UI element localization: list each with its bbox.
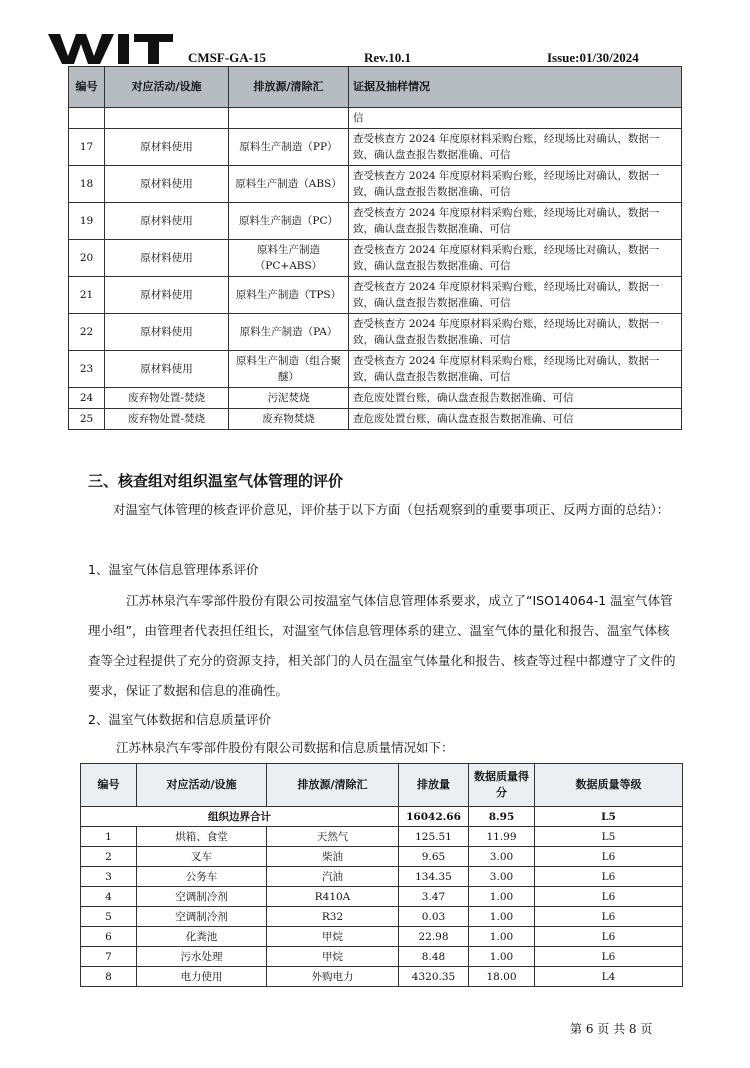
row-evidence: 查危废处置台账，确认盘查报告数据准确、可信 — [349, 409, 682, 430]
col-header-number: 编号 — [81, 764, 137, 807]
row-score: 1.00 — [469, 927, 535, 947]
subsection-title-1: 1、温室气体信息管理体系评价 — [88, 562, 259, 577]
row-number: 25 — [69, 409, 105, 430]
row-activity: 废弃物处置-焚烧 — [105, 388, 229, 409]
company-logo — [48, 30, 173, 64]
subsection-title-2: 2、温室气体数据和信息质量评价 — [88, 712, 271, 727]
table-row — [81, 887, 683, 907]
table-row — [69, 277, 682, 314]
row-source: 原料生产制造（TPS） — [229, 277, 349, 314]
row-activity: 化粪池 — [137, 927, 267, 947]
row-source: 外购电力 — [267, 967, 399, 987]
row-source: 废弃物焚烧 — [229, 409, 349, 430]
row-activity: 叉车 — [137, 847, 267, 867]
table-row — [81, 867, 683, 887]
table-row — [69, 166, 682, 203]
table-row — [69, 388, 682, 409]
row-evidence: 查受核查方 2024 年度原材料采购台账，经现场比对确认，数据一致，确认盘查报告数据准确、可信 — [349, 277, 682, 314]
row-emission: 0.03 — [399, 907, 469, 927]
row-number: 8 — [81, 967, 137, 987]
doc-code: CMSF-GA-15 — [188, 50, 266, 65]
row-number: 3 — [81, 867, 137, 887]
row-level: L6 — [535, 847, 683, 867]
row-level: L6 — [535, 867, 683, 887]
row-activity: 烘箱、食堂 — [137, 827, 267, 847]
table-row — [81, 907, 683, 927]
row-number: 1 — [81, 827, 137, 847]
row-activity: 原材料使用 — [105, 203, 229, 240]
row-source: 原料生产制造（PA） — [229, 314, 349, 351]
row-score: 1.00 — [469, 947, 535, 967]
cell — [69, 108, 105, 129]
page-header — [0, 0, 750, 70]
data-quality-table — [80, 763, 683, 987]
total-emission: 16042.66 — [399, 807, 469, 827]
col-header-source: 排放源/清除汇 — [229, 67, 349, 108]
row-number: 6 — [81, 927, 137, 947]
table-row — [69, 409, 682, 430]
table-row — [69, 108, 682, 129]
total-label: 组织边界合计 — [81, 807, 399, 827]
total-score: 8.95 — [469, 807, 535, 827]
section-title: 三、核查组对组织温室气体管理的评价 — [88, 472, 344, 490]
section-intro: 对温室气体管理的核查评价意见，评价基于以下方面（包括观察到的重要事项正、反两方面的总结）： — [113, 502, 670, 517]
row-activity: 空调制冷剂 — [137, 887, 267, 907]
table-row — [69, 314, 682, 351]
row-level: L6 — [535, 907, 683, 927]
col-header-score: 数据质量得分 — [469, 764, 535, 807]
row-activity: 电力使用 — [137, 967, 267, 987]
page-number: 第 6 页 共 8 页 — [570, 1022, 653, 1036]
row-level: L6 — [535, 887, 683, 907]
row-source: 原料生产制造（PC+ABS） — [229, 240, 349, 277]
row-activity: 空调制冷剂 — [137, 907, 267, 927]
col-header-activity: 对应活动/设施 — [105, 67, 229, 108]
table-row — [81, 827, 683, 847]
row-number: 4 — [81, 887, 137, 907]
row-number: 24 — [69, 388, 105, 409]
row-level: L6 — [535, 947, 683, 967]
row-evidence: 查受核查方 2024 年度原材料采购台账，经现场比对确认，数据一致，确认盘查报告数据准确、可信 — [349, 203, 682, 240]
row-evidence: 查危废处置台账，确认盘查报告数据准确、可信 — [349, 388, 682, 409]
row-activity: 原材料使用 — [105, 314, 229, 351]
row-number: 17 — [69, 129, 105, 166]
row-score: 3.00 — [469, 867, 535, 887]
col-header-number: 编号 — [69, 67, 105, 108]
table-row — [69, 129, 682, 166]
row-number: 7 — [81, 947, 137, 967]
row-level: L5 — [535, 827, 683, 847]
row-emission: 125.51 — [399, 827, 469, 847]
cell — [229, 108, 349, 129]
row-source: R32 — [267, 907, 399, 927]
row-activity: 废弃物处置-焚烧 — [105, 409, 229, 430]
row-number: 22 — [69, 314, 105, 351]
row-number: 18 — [69, 166, 105, 203]
row-evidence: 查受核查方 2024 年度原材料采购台账，经现场比对确认，数据一致，确认盘查报告数据准确、可信 — [349, 240, 682, 277]
row-source: 天然气 — [267, 827, 399, 847]
row-activity: 原材料使用 — [105, 351, 229, 388]
row-activity: 污水处理 — [137, 947, 267, 967]
row-source: 原料生产制造（ABS） — [229, 166, 349, 203]
continuation-text: 信 — [349, 108, 682, 129]
row-source: 原料生产制造（组合聚醚） — [229, 351, 349, 388]
row-score: 3.00 — [469, 847, 535, 867]
col-header-evidence: 证据及抽样情况 — [349, 67, 682, 108]
row-source: 原料生产制造（PP） — [229, 129, 349, 166]
total-row — [81, 807, 683, 827]
row-evidence: 查受核查方 2024 年度原材料采购台账，经现场比对确认，数据一致，确认盘查报告数据准确、可信 — [349, 314, 682, 351]
row-evidence: 查受核查方 2024 年度原材料采购台账，经现场比对确认，数据一致，确认盘查报告数据准确、可信 — [349, 129, 682, 166]
table-row — [81, 847, 683, 867]
row-activity: 公务车 — [137, 867, 267, 887]
row-score: 18.00 — [469, 967, 535, 987]
evidence-table — [68, 66, 682, 430]
col-header-emission: 排放量 — [399, 764, 469, 807]
row-evidence: 查受核查方 2024 年度原材料采购台账，经现场比对确认，数据一致，确认盘查报告数据准确、可信 — [349, 166, 682, 203]
row-source: 汽油 — [267, 867, 399, 887]
row-emission: 22.98 — [399, 927, 469, 947]
row-activity: 原材料使用 — [105, 166, 229, 203]
row-source: 甲烷 — [267, 947, 399, 967]
paragraph-1: 江苏林泉汽车零部件股份有限公司按温室气体信息管理体系要求，成立了“ISO14064-1 温室气体管理小组”，由管理者代表担任组长，对温室气体信息管理体系的建立、温室气体的量化和报告、温室气体核查等全过程提供了充分的资源支持，相关部门的人员在温室气体量化和报告、核查等过程中都遵守了文件的要求，保证了数据和信息的准确性。 — [88, 593, 676, 698]
row-level: L6 — [535, 927, 683, 947]
row-score: 1.00 — [469, 887, 535, 907]
paragraph-2: 江苏林泉汽车零部件股份有限公司数据和信息质量情况如下： — [116, 740, 454, 755]
table-row — [69, 351, 682, 388]
cell — [105, 108, 229, 129]
table-row — [69, 203, 682, 240]
row-source: 甲烷 — [267, 927, 399, 947]
row-source: 柴油 — [267, 847, 399, 867]
row-number: 21 — [69, 277, 105, 314]
row-evidence: 查受核查方 2024 年度原材料采购台账，经现场比对确认，数据一致，确认盘查报告数据准确、可信 — [349, 351, 682, 388]
total-level: L5 — [535, 807, 683, 827]
table-header-row — [69, 67, 682, 108]
row-number: 20 — [69, 240, 105, 277]
row-number: 2 — [81, 847, 137, 867]
revision: Rev.10.1 — [364, 50, 411, 65]
table-row — [81, 927, 683, 947]
row-score: 1.00 — [469, 907, 535, 927]
row-activity: 原材料使用 — [105, 277, 229, 314]
row-source: 污泥焚烧 — [229, 388, 349, 409]
row-activity: 原材料使用 — [105, 129, 229, 166]
col-header-source: 排放源/清除汇 — [267, 764, 399, 807]
row-emission: 9.65 — [399, 847, 469, 867]
table-row — [69, 240, 682, 277]
row-number: 19 — [69, 203, 105, 240]
row-emission: 3.47 — [399, 887, 469, 907]
row-score: 11.99 — [469, 827, 535, 847]
row-emission: 4320.35 — [399, 967, 469, 987]
row-activity: 原材料使用 — [105, 240, 229, 277]
row-number: 23 — [69, 351, 105, 388]
row-emission: 8.48 — [399, 947, 469, 967]
table-row — [81, 947, 683, 967]
issue-date: Issue:01/30/2024 — [547, 50, 639, 65]
row-number: 5 — [81, 907, 137, 927]
col-header-activity: 对应活动/设施 — [137, 764, 267, 807]
col-header-level: 数据质量等级 — [535, 764, 683, 807]
row-emission: 134.35 — [399, 867, 469, 887]
row-source: 原料生产制造（PC） — [229, 203, 349, 240]
table-header-row — [81, 764, 683, 807]
row-source: R410A — [267, 887, 399, 907]
row-level: L4 — [535, 967, 683, 987]
table-row — [81, 967, 683, 987]
